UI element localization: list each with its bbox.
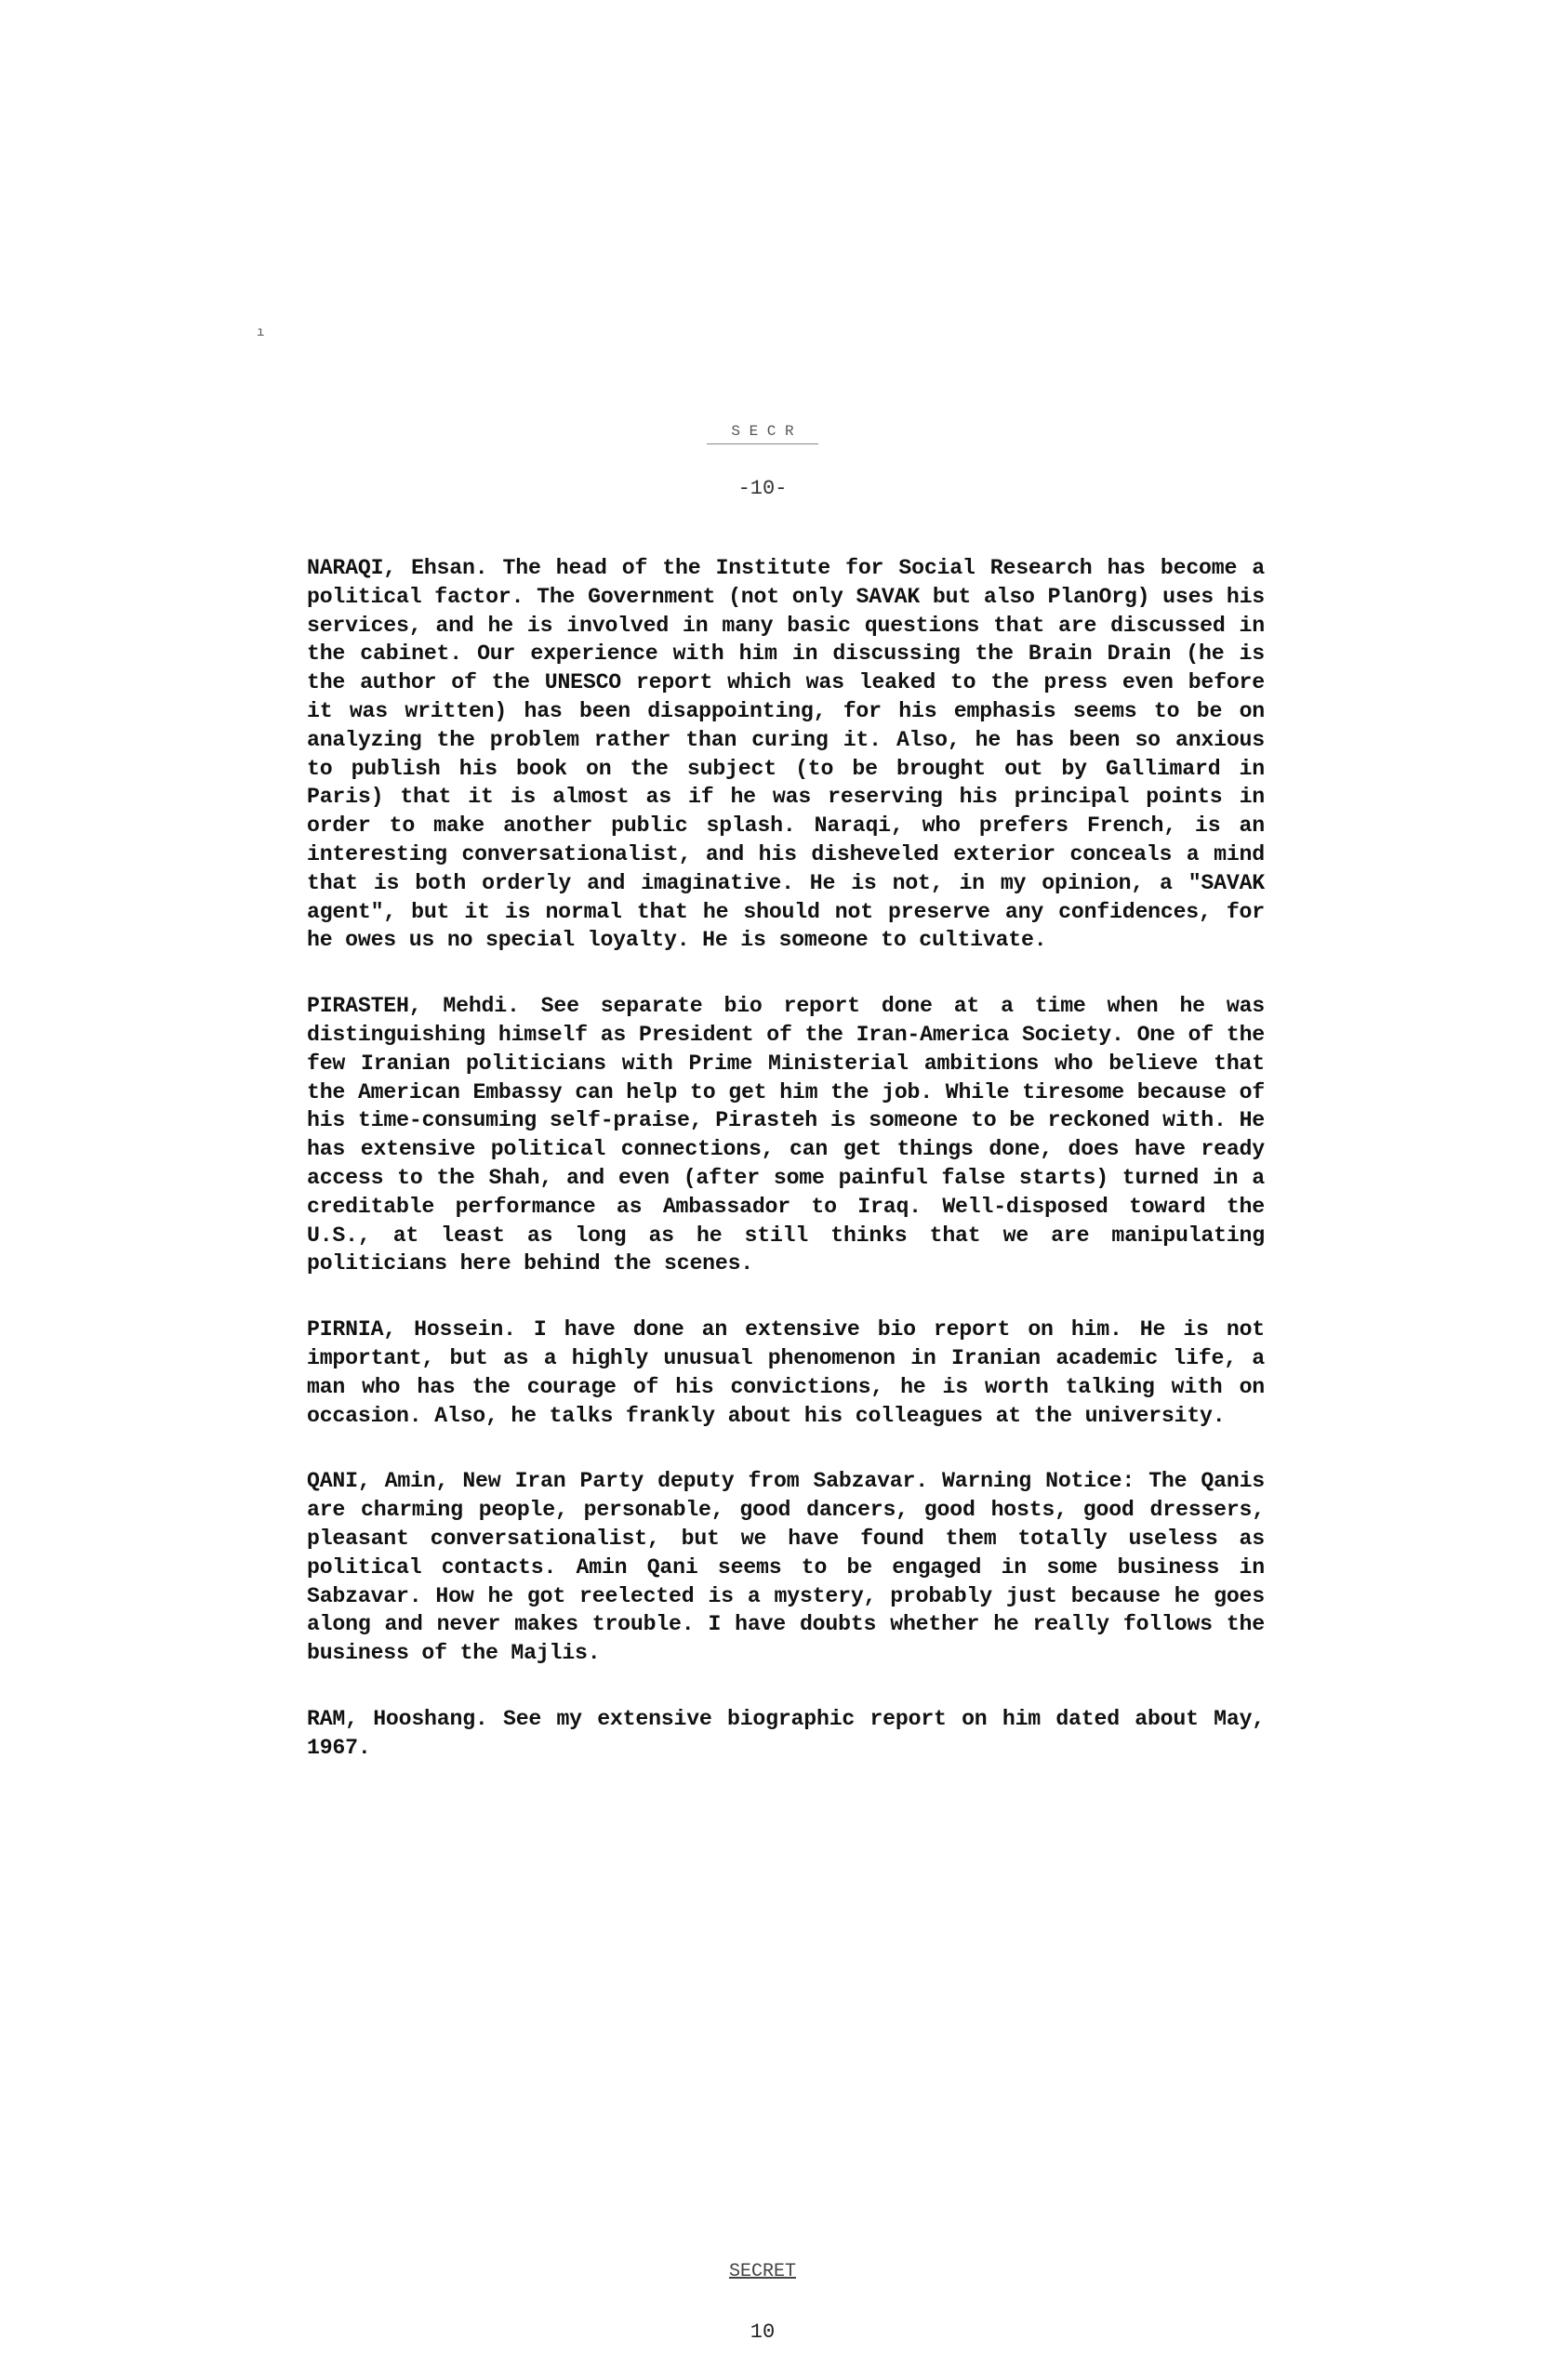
entry-qani [307,1467,1265,1668]
entry-pirnia [307,1316,1265,1430]
entry-name: PIRASTEH, Mehdi. [307,994,520,1019]
stray-mark: ı [257,325,265,340]
entry-pirasteh [307,992,1265,1278]
page-heading-number: -10- [737,477,788,500]
entry-ram [307,1705,1265,1763]
page-number: 10 [750,2320,776,2344]
entry-name: NARAQI, Ehsan. [307,556,488,580]
entry-name: PIRNIA, Hossein. [307,1317,516,1342]
entry-naraqi [307,554,1265,955]
entry-text: See my extensive biographic report on him dated about May, 1967. [307,1706,1266,1760]
entry-name: RAM, Hooshang. [307,1706,488,1731]
entry-text: I have done an extensive bio report on him. He is not important, but as a highly unusual phenomenon in Iranian academic life, a man who has the courage of his convictions, he is worth talking with on occasion. Also, he talks frankly about his colleagues at the university. [307,1317,1265,1428]
entry-text: New Iran Party deputy from Sabzavar. Warning Notice: The Qanis are charming people, personable, good dancers, good hosts, good dressers, pleasant conversationalist, but we have found them totally useless as political contacts. Amin Qani seems to be engaged in some business in Sabzavar. How he got reelected is a mystery, probably just because he goes along and never makes trouble. I have doubts whether he really follows the business of the Majlis. [307,1469,1266,1666]
entry-name: QANI, Amin, [307,1469,449,1494]
entry-text: See separate bio report done at a time when he was distinguishing himself as President of the Iran-America Society. One of the few Iranian politicians with Prime Ministerial ambitions who believe that the American Embassy can help to get him the job. While tiresome because of his time-consuming self-praise, Pirasteh is someone to be reckoned with. He has extensive political connections, can get things done, does have ready access to the Shah, and even (after some painful false starts) turned in a creditable performance as Ambassador to Iraq. Well-disposed toward the U.S., at least as long as he still thinks that we are manipulating politicians here behind the scenes. [307,994,1266,1276]
top-classification-marking: S E C R [707,423,818,444]
classification-marking: SECRET [728,2261,796,2282]
entry-text: The head of the Institute for Social Research has become a political factor. The Government (not only SAVAK but also PlanOrg) uses his services, and he is involved in many basic questions that are discussed in the cabinet. Our experience with him in discussing the Brain Drain (he is the author of the UNESCO report which was leaked to the press even before it was written) has been disappointing, for his emphasis seems to be on analyzing the problem rather than curing it. Also, he has been so anxious to publish his book on the subject (to be brought out by Gallimard in Paris) that it is almost as if he was reserving his principal points in order to make another public splash. Naraqi, who prefers French, is an interesting conversationalist, and his disheveled exterior conceals a mind that is both orderly and imaginative. He is not, in my opinion, a "SAVAK agent", but it is normal that he should not preserve any confidences, for he owes us no special loyalty. He is someone to cultivate. [307,556,1266,953]
document-body [307,554,1265,1799]
